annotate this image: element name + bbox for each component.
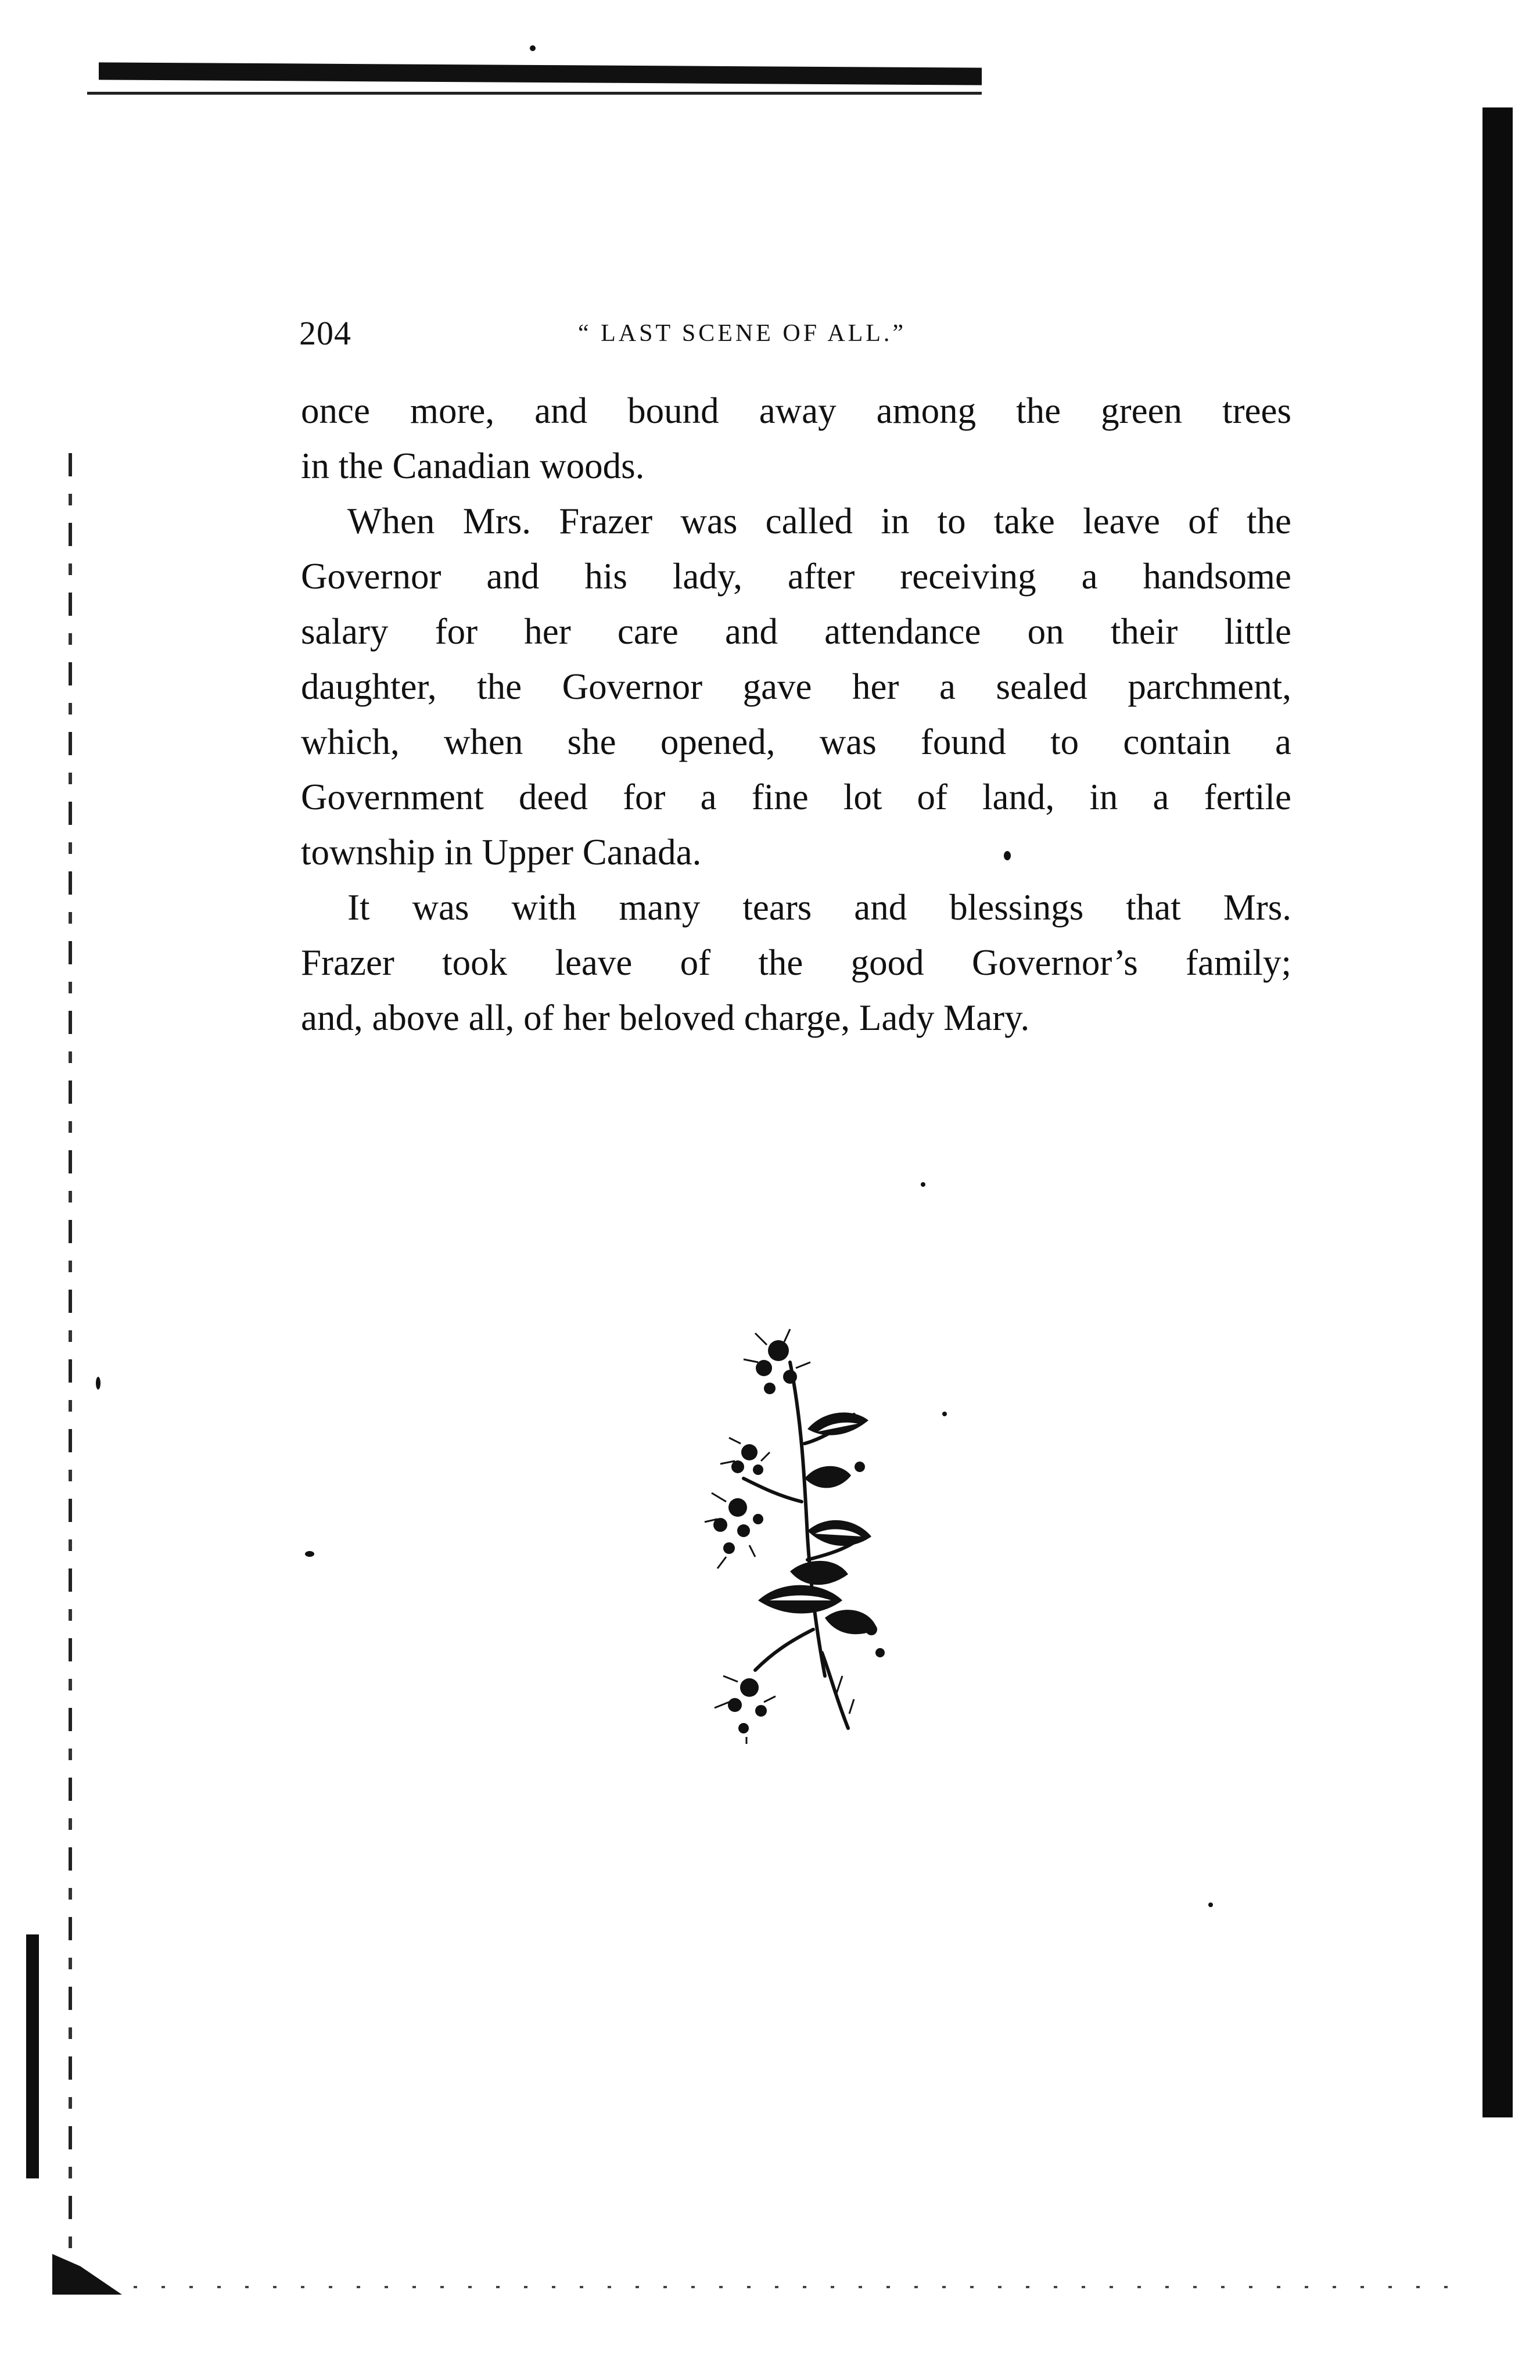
scan-speck bbox=[96, 1377, 100, 1390]
left-page-edge bbox=[69, 453, 72, 2277]
text-line: Government deed for a fine lot of land, in a fertile bbox=[301, 777, 1291, 817]
floral-sprig-icon bbox=[703, 1327, 900, 1746]
text-line: salary for her care and attendance on their little bbox=[301, 611, 1291, 652]
bottom-corner-shadow bbox=[52, 2254, 122, 2295]
page-header bbox=[299, 314, 1287, 354]
scan-speck bbox=[921, 1182, 925, 1187]
text-line: Frazer took leave of the good Governor’s family; bbox=[301, 942, 1291, 983]
text-line: township in Upper Canada. bbox=[301, 832, 702, 873]
scan-speck bbox=[530, 45, 536, 51]
scan-speck bbox=[942, 1412, 947, 1416]
bottom-scan-noise bbox=[134, 2286, 1470, 2288]
scan-speck bbox=[1208, 1902, 1213, 1907]
running-title: “ LAST SCENE OF ALL.” bbox=[578, 320, 907, 347]
top-scan-rule-thin bbox=[87, 92, 982, 95]
text-line: once more, and bound away among the green trees bbox=[301, 390, 1291, 431]
body-text bbox=[301, 383, 1291, 1046]
text-line: in the Canadian woods. bbox=[301, 446, 645, 486]
text-line: When Mrs. Frazer was called in to take leave of the bbox=[347, 501, 1291, 541]
text-line: It was with many tears and blessings that Mrs. bbox=[347, 887, 1291, 928]
page-number: 204 bbox=[299, 314, 351, 352]
scan-speck bbox=[305, 1551, 314, 1557]
left-edge-shadow bbox=[26, 1934, 39, 2178]
text-line: and, above all, of her beloved charge, Lady Mary. bbox=[301, 997, 1030, 1038]
text-line: which, when she opened, was found to contain a bbox=[301, 721, 1291, 762]
right-page-edge bbox=[1482, 107, 1513, 2117]
text-line: Governor and his lady, after receiving a handsome bbox=[301, 556, 1291, 597]
text-line: daughter, the Governor gave her a sealed parchment, bbox=[301, 666, 1291, 707]
top-scan-rule bbox=[99, 62, 982, 85]
